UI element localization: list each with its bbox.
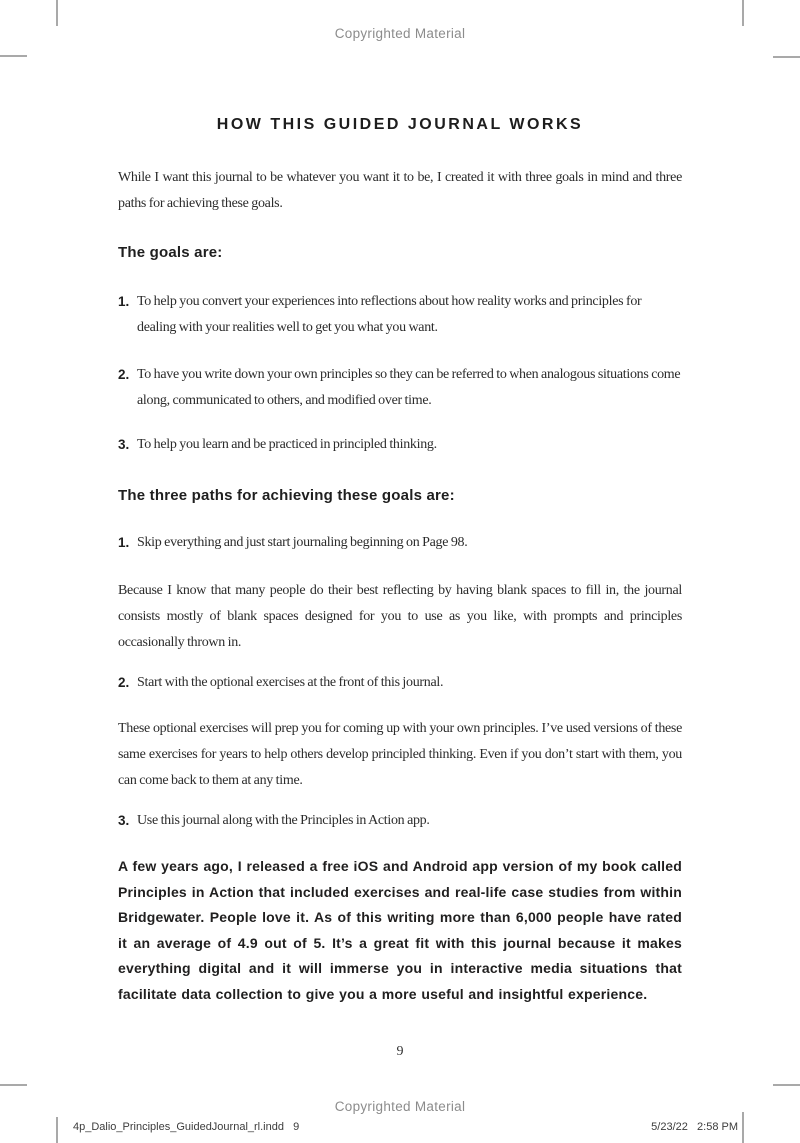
intro-paragraph: While I want this journal to be whatever you want it to be, I created it with three goals in mind and three paths for achieving these goals. bbox=[118, 170, 682, 211]
goal-2-number: 2. bbox=[118, 367, 130, 382]
path-item-1 bbox=[118, 530, 682, 556]
page-number: 9 bbox=[396, 1044, 404, 1059]
page-title: HOW THIS GUIDED JOURNAL WORKS bbox=[216, 116, 584, 133]
print-slug-line bbox=[73, 1121, 738, 1133]
goal-1-text: To help you convert your experiences into reflections about how reality works and principles for dealing with your realities well to get you what you want. bbox=[137, 294, 642, 335]
goal-item-3 bbox=[118, 432, 682, 458]
path-item-3 bbox=[118, 808, 682, 834]
path-1-number: 1. bbox=[118, 535, 130, 550]
crop-mark-top-right-vertical bbox=[742, 0, 744, 26]
page-content bbox=[118, 0, 682, 1021]
path-2-detail-paragraph: These optional exercises will prep you for coming up with your own principles. I’ve used versions of these same exercises for years to help others develop principled thinking. Even if you don’t start with them, you can come back to them at any time. bbox=[118, 721, 682, 788]
app-note-paragraph: A few years ago, I released a free iOS and Android app version of my book called Principles in Action that included exercises and real-life case studies from within Bridgewater. People love it. As of this writing more than 6,000 people have rated it an average of 4.9 out of 5. It’s a great fit with this journal because it makes everything digital and it will immerse you in interactive media situations that facilitate data collection to give you a more useful and insightful experience. bbox=[118, 858, 682, 1002]
goal-item-1 bbox=[118, 289, 682, 341]
crop-mark-top-left-vertical bbox=[56, 0, 58, 26]
crop-mark-bottom-left-vertical bbox=[56, 1117, 58, 1143]
slug-timestamp: 5/23/22 2:58 PM bbox=[651, 1121, 738, 1133]
goal-item-2 bbox=[118, 362, 682, 414]
path-1-detail-paragraph: Because I know that many people do their best reflecting by having blank spaces to fill in, the journal consists mostly of blank spaces designed for you to use as you like, with prompts and principles occasionally thrown in. bbox=[118, 583, 682, 650]
path-2-text: Start with the optional exercises at the front of this journal. bbox=[137, 675, 444, 690]
crop-mark-bottom-left-horizontal bbox=[0, 1084, 27, 1086]
copyrighted-material-bottom: Copyrighted Material bbox=[334, 1099, 466, 1114]
crop-mark-bottom-right-horizontal bbox=[773, 1084, 800, 1086]
crop-mark-top-left-horizontal bbox=[0, 55, 27, 57]
goal-3-number: 3. bbox=[118, 437, 130, 452]
goal-2-text: To have you write down your own principles so they can be referred to when analogous situations come along, communicated to others, and modified over time. bbox=[137, 367, 681, 408]
crop-mark-top-right-horizontal bbox=[773, 56, 800, 58]
slug-filename: 4p_Dalio_Principles_GuidedJournal_rl.indd 9 bbox=[73, 1121, 300, 1133]
path-3-text: Use this journal along with the Principles in Action app. bbox=[137, 813, 430, 828]
goal-1-number: 1. bbox=[118, 294, 130, 309]
path-2-number: 2. bbox=[118, 675, 130, 690]
path-item-2 bbox=[118, 670, 682, 696]
copyrighted-material-top: Copyrighted Material bbox=[334, 26, 466, 41]
path-3-number: 3. bbox=[118, 813, 130, 828]
goal-3-text: To help you learn and be practiced in principled thinking. bbox=[137, 437, 437, 452]
paths-heading: The three paths for achieving these goals are: bbox=[118, 487, 455, 504]
crop-mark-bottom-right-vertical bbox=[742, 1112, 744, 1143]
path-1-text: Skip everything and just start journaling beginning on Page 98. bbox=[137, 535, 468, 550]
goals-heading: The goals are: bbox=[118, 244, 223, 261]
